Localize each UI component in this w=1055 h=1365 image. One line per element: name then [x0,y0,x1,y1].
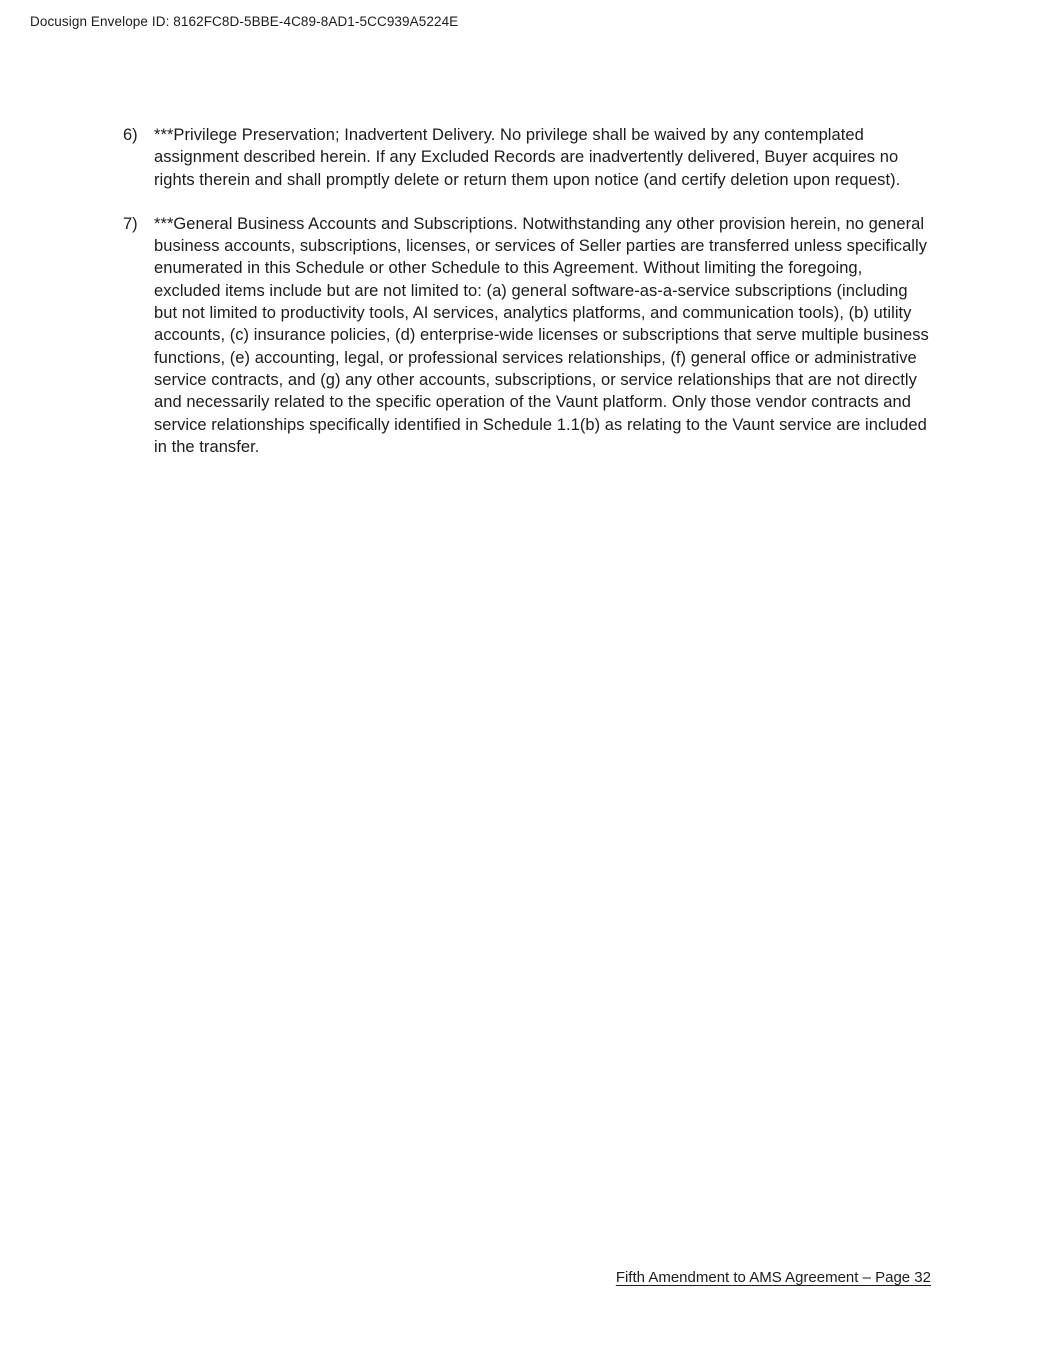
paragraph-number: 6) [123,126,138,144]
paragraph-number: 7) [123,214,138,233]
page-footer-label: Fifth Amendment to AMS Agreement – Page 32 [615,1269,931,1286]
numbered-paragraph-list [123,124,929,480]
docusign-envelope-id: Docusign Envelope ID: 8162FC8D-5BBE-4C89-8AD1-5CC939A5224E [30,14,459,29]
paragraph-item-6 [123,124,929,191]
paragraph-text: ***Privilege Preservation; Inadvertent Delivery. No privilege shall be waived by any contemplated assignment described herein. If any Excluded Records are inadvertently delivered, Buyer acquires no rights therein and shall promptly delete or return them upon notice (and certify deletion upon request). [154,126,901,189]
paragraph-text: ***General Business Accounts and Subscriptions. Notwithstanding any other provision herein, no general business accounts, subscriptions, licenses, or services of Seller parties are transferred unless specifically enumerated in this Schedule or other Schedule to this Agreement. Without limiting the foregoing, excluded items include but are not limited to: (a) general software-as-a-service subscriptions (including but not limited to productivity tools, AI services, analytics platforms, and communication tools), (b) utility accounts, (c) insurance policies, (d) enterprise-wide licenses or subscriptions that serve multiple business functions, (e) accounting, legal, or professional services relationships, (f) general office or administrative service contracts, and (g) any other accounts, subscriptions, or service relationships that are not directly and necessarily related to the specific operation of the Vaunt platform. Only those vendor contracts and service relationships specifically identified in Schedule 1.1(b) as relating to the Vaunt service are included in the transfer. [154,214,929,456]
paragraph-item-7 [123,213,929,458]
